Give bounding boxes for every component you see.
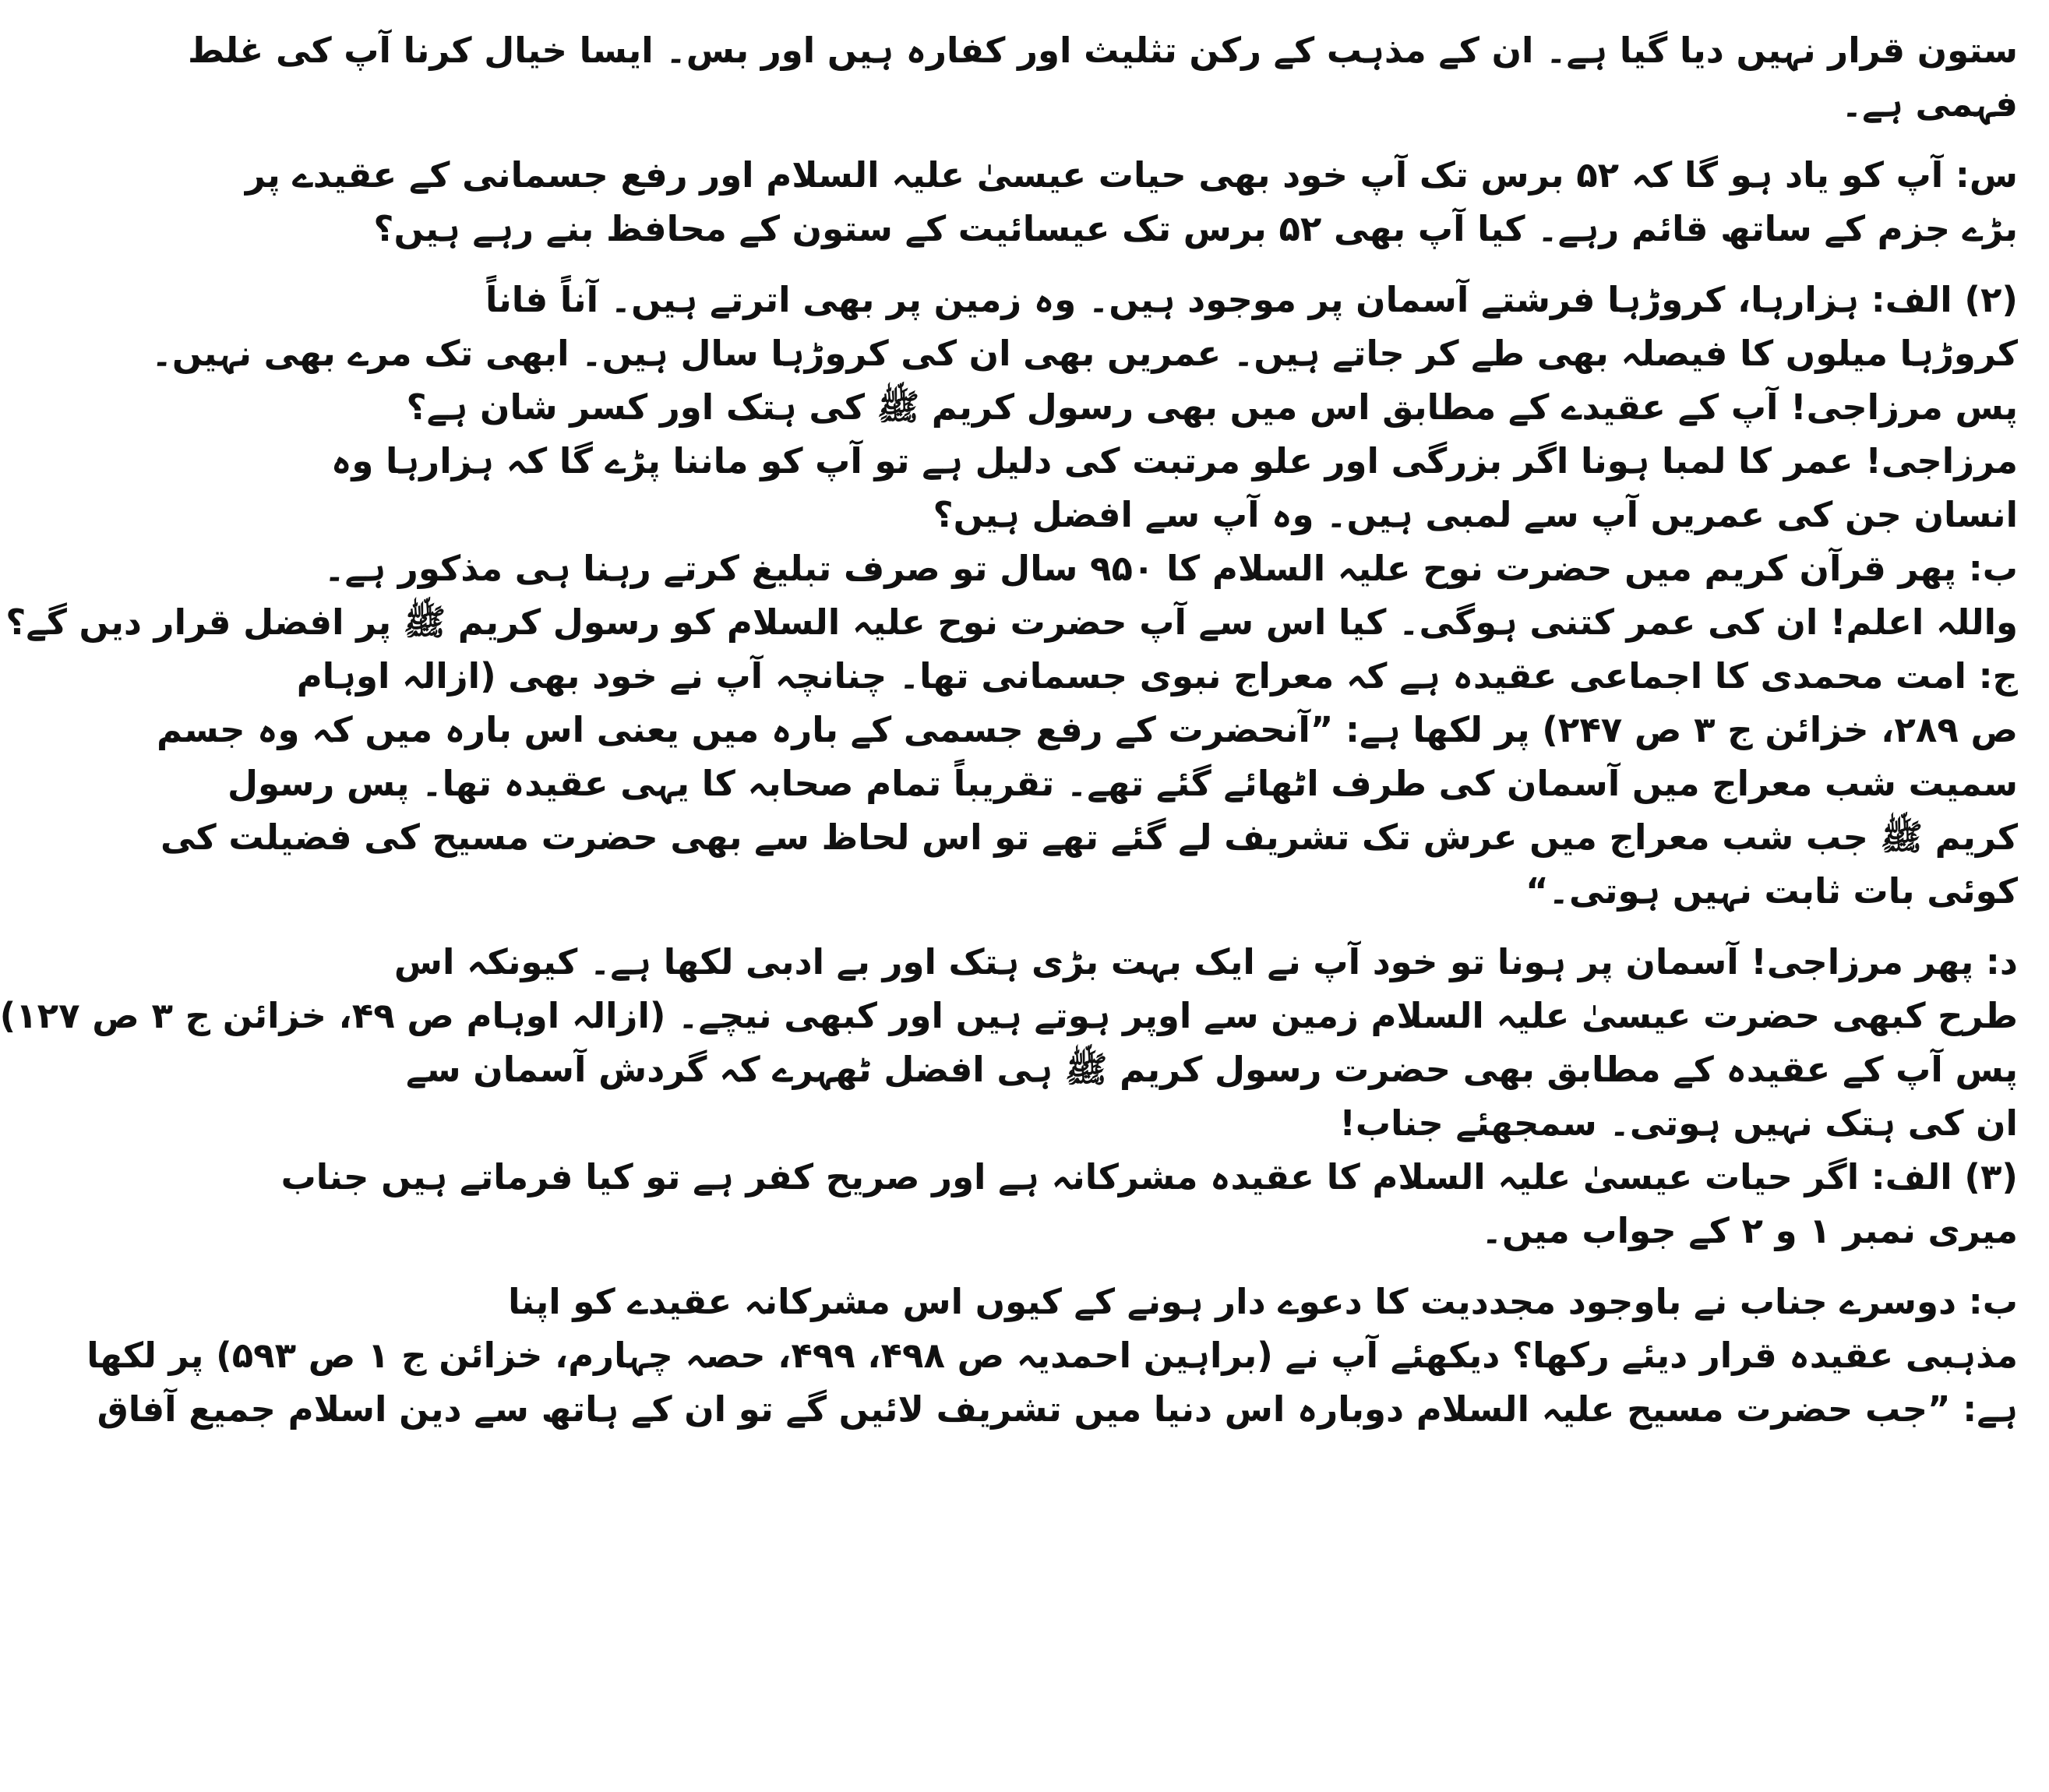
text-line: کوئی بات ثابت نہیں ہوتی۔“ — [1525, 870, 2018, 912]
text-line: بڑے جزم کے ساتھ قائم رہے۔ کیا آپ بھی ۵۲ برس تک عیسائیت کے ستون کے محافظ بنے رہے ہیں؟ — [373, 208, 2018, 249]
text-line: سمیت شب معراج میں آسمان کی طرف اٹھائے گئے تھے۔ تقریباً تمام صحابہ کا یہی عقیدہ تھا۔ پس رسول — [227, 763, 2018, 804]
text-line: س: آپ کو یاد ہو گا کہ ۵۲ برس تک آپ خود بھی حیات عیسیٰ علیہ السلام اور رفع جسمانی کے عقیدے پر — [245, 154, 2018, 196]
text-line: (۲) الف: ہزارہا، کروڑہا فرشتے آسمان پر موجود ہیں۔ وہ زمین پر بھی اترتے ہیں۔ آناً فاناً — [485, 279, 2018, 320]
text-line: پس آپ کے عقیدہ کے مطابق بھی حضرت رسول کریم ﷺ ہی افضل ٹھہرے کہ گردش آسمان سے — [406, 1049, 2018, 1090]
text-line: (۳) الف: اگر حیات عیسیٰ علیہ السلام کا عقیدہ مشرکانہ ہے اور صریح کفر ہے تو کیا فرماتے ہیں جناب — [280, 1156, 2018, 1198]
text-line: مرزاجی! عمر کا لمبا ہونا اگر بزرگی اور علو مرتبت کی دلیل ہے تو آپ کو ماننا پڑے گا کہ ہزارہا وہ — [331, 440, 2018, 482]
text-line: فہمی ہے۔ — [1841, 83, 2018, 125]
text-line: ان کی ہتک نہیں ہوتی۔ سمجھئے جناب! — [1339, 1102, 2018, 1144]
text-line: د: پھر مرزاجی! آسمان پر ہونا تو خود آپ نے ایک بہت بڑی ہتک اور بے ادبی لکھا ہے۔ کیونکہ اس — [393, 941, 2018, 982]
text-line: پس مرزاجی! آپ کے عقیدے کے مطابق اس میں بھی رسول کریم ﷺ کی ہتک اور کسر شان ہے؟ — [406, 386, 2018, 428]
text-line: ہے: ”جب حضرت مسیح علیہ السلام دوبارہ اس دنیا میں تشریف لائیں گے تو ان کے ہاتھ سے دین اسلام جمیع آفاق — [97, 1388, 2018, 1430]
text-line: مذہبی عقیدہ قرار دیئے رکھا؟ دیکھئے آپ نے (براہین احمدیہ ص ۴۹۸، ۴۹۹، حصہ چہارم، خزائن ج ۱ ص ۵۹۳) پر لکھا — [86, 1335, 2018, 1376]
text-line: کریم ﷺ جب شب معراج میں عرش تک تشریف لے گئے تھے تو اس لحاظ سے بھی حضرت مسیح کی فضیلت کی — [160, 817, 2018, 858]
text-line: واللہ اعلم! ان کی عمر کتنی ہوگی۔ کیا اس سے آپ حضرت نوح علیہ السلام کو رسول کریم ﷺ پر افضل قرار دیں گے؟ — [5, 601, 2018, 643]
text-line: ب: دوسرے جناب نے باوجود مجددیت کا دعوے دار ہونے کے کیوں اس مشرکانہ عقیدے کو اپنا — [508, 1281, 2018, 1322]
text-line: انسان جن کی عمریں آپ سے لمبی ہیں۔ وہ آپ سے افضل ہیں؟ — [933, 494, 2018, 535]
text-line: میری نمبر ۱ و ۲ کے جواب میں۔ — [1481, 1210, 2018, 1251]
text-line: ب: پھر قرآن کریم میں حضرت نوح علیہ السلام کا ۹۵۰ سال تو صرف تبلیغ کرتے رہنا ہی مذکور ہے۔ — [324, 548, 2018, 589]
text-line: ج: امت محمدی کا اجماعی عقیدہ ہے کہ معراج نبوی جسمانی تھا۔ چنانچہ آپ نے خود بھی (ازالہ اوہام — [296, 655, 2018, 697]
text-line: طرح کبھی حضرت عیسیٰ علیہ السلام زمین سے اوپر ہوتے ہیں اور کبھی نیچے۔ (ازالہ اوہام ص ۴۹، خزائن ج ۳ ص ۱۲۷) — [0, 995, 2018, 1036]
text-line: ص ۲۸۹، خزائن ج ۳ ص ۲۴۷) پر لکھا ہے: ”آنحضرت کے رفع جسمی کے بارہ میں یعنی اس بارہ میں کہ وہ جسم — [157, 709, 2018, 750]
text-line: کروڑہا میلوں کا فیصلہ بھی طے کر جاتے ہیں۔ عمریں بھی ان کی کروڑہا سال ہیں۔ ابھی تک مرے بھی نہیں۔ — [151, 333, 2018, 374]
text-line: ستون قرار نہیں دیا گیا ہے۔ ان کے مذہب کے رکن تثلیث اور کفارہ ہیں اور بس۔ ایسا خیال کرنا آپ کی غلط — [187, 30, 2018, 71]
